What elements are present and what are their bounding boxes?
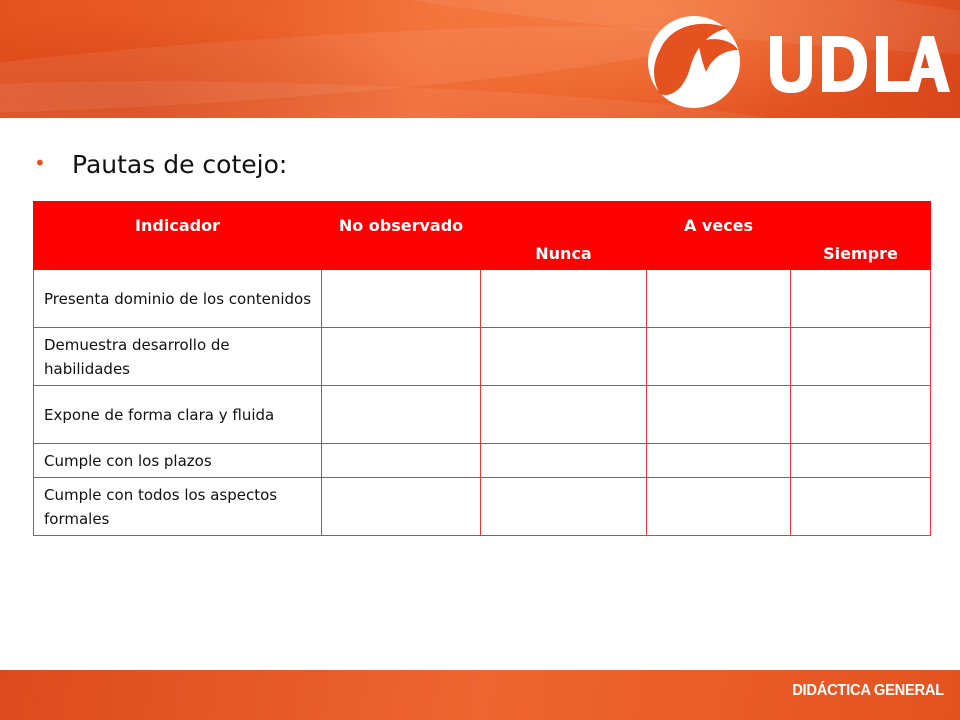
footer-banner <box>0 670 960 720</box>
check-cell-a-veces[interactable] <box>647 444 791 478</box>
check-cell-no-observado[interactable] <box>322 270 481 328</box>
check-cell-a-veces[interactable] <box>647 478 791 536</box>
check-cell-nunca[interactable] <box>481 444 647 478</box>
column-header-siempre: Siempre <box>791 202 931 270</box>
slide-heading: Pautas de cotejo: <box>72 150 288 179</box>
udla-logo <box>640 6 950 112</box>
column-header-no-observado: No observado <box>322 202 481 270</box>
bullet-marker: • <box>34 151 46 175</box>
check-cell-nunca[interactable] <box>481 328 647 386</box>
check-cell-nunca[interactable] <box>481 270 647 328</box>
check-cell-nunca[interactable] <box>481 386 647 444</box>
indicator-cell: Cumple con los plazos <box>34 444 322 478</box>
check-cell-siempre[interactable] <box>791 328 931 386</box>
indicator-cell: Demuestra desarrollo de habilidades <box>34 328 322 386</box>
table-row <box>34 328 931 386</box>
check-cell-siempre[interactable] <box>791 478 931 536</box>
udla-logo-emblem <box>648 16 740 108</box>
check-cell-no-observado[interactable] <box>322 478 481 536</box>
indicator-cell: Presenta dominio de los contenidos <box>34 270 322 328</box>
check-cell-a-veces[interactable] <box>647 386 791 444</box>
course-title: DIDÁCTICA GENERAL <box>792 682 944 699</box>
indicator-cell: Cumple con todos los aspectos formales <box>34 478 322 536</box>
check-cell-a-veces[interactable] <box>647 270 791 328</box>
check-cell-a-veces[interactable] <box>647 328 791 386</box>
check-cell-nunca[interactable] <box>481 478 647 536</box>
check-cell-siempre[interactable] <box>791 386 931 444</box>
header-banner <box>0 0 960 118</box>
check-cell-no-observado[interactable] <box>322 444 481 478</box>
udla-logo-wordmark <box>770 36 950 93</box>
column-header-a-veces: A veces <box>647 202 791 270</box>
table-row <box>34 444 931 478</box>
checklist-table <box>33 201 931 536</box>
check-cell-siempre[interactable] <box>791 270 931 328</box>
table-row <box>34 478 931 536</box>
check-cell-no-observado[interactable] <box>322 386 481 444</box>
table-row <box>34 270 931 328</box>
check-cell-no-observado[interactable] <box>322 328 481 386</box>
table-row <box>34 386 931 444</box>
column-header-indicador: Indicador <box>34 202 322 270</box>
check-cell-siempre[interactable] <box>791 444 931 478</box>
indicator-cell: Expone de forma clara y fluida <box>34 386 322 444</box>
column-header-nunca: Nunca <box>481 202 647 270</box>
table-header-row <box>34 202 931 270</box>
